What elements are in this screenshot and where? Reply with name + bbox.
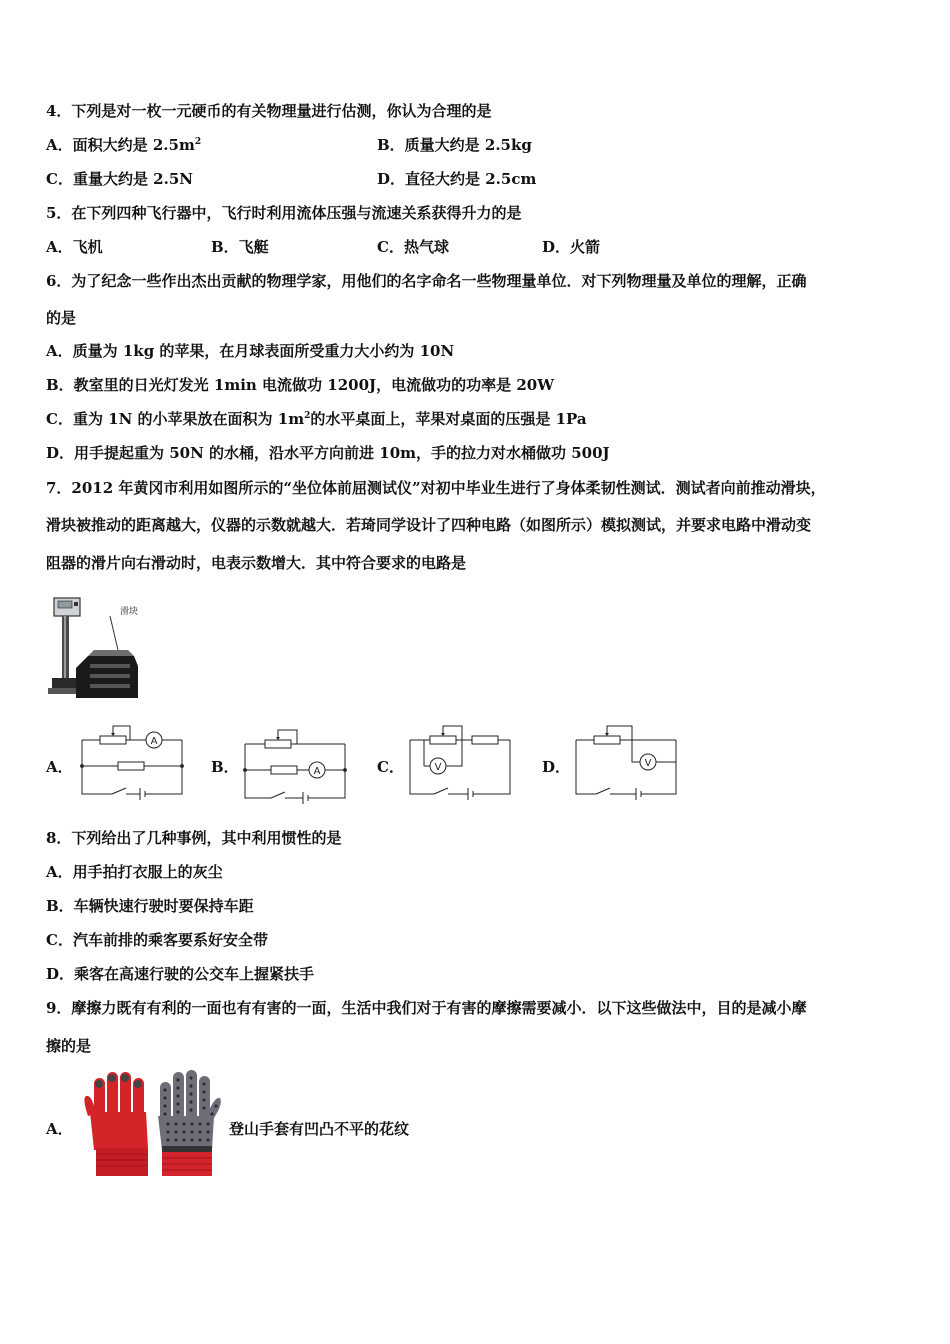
q6-option-a: A．质量为 1kg 的苹果，在月球表面所受重力大小约为 10N [46,342,455,360]
flexibility-tester-figure [48,594,144,702]
q8-option-d: D．乘客在高速行驶的公交车上握紧扶手 [46,965,315,983]
q5-option-b: B．飞艇 [211,238,269,256]
q5-stem: 5．在下列四种飞行器中，飞行时利用流体压强与流速关系获得升力的是 [46,204,522,222]
q6-option-d: D．用手提起重为 50N 的水桶，沿水平方向前进 10m，手的拉力对水桶做功 500J [46,444,610,462]
circuit-a [80,722,184,800]
circuit-c [408,722,512,800]
q9-stem-line1: 9．摩擦力既有有利的一面也有有害的一面，生活中我们对于有害的摩擦需要减小．以下这些做法中，目的是减小摩 [46,999,807,1017]
q8-option-c: C．汽车前排的乘客要系好安全带 [46,931,268,949]
q8-option-b: B．车辆快速行驶时要保持车距 [46,897,254,915]
q7-option-d-label: D． [542,758,571,776]
q5-option-d: D．火箭 [542,238,601,256]
q6-stem-line1: 6．为了纪念一些作出杰出贡献的物理学家，用他们的名字命名一些物理量单位．对下列物理量及单位的理解，正确 [46,272,807,290]
q4-option-d: D．直径大约是 2.5cm [377,170,537,188]
q7-option-a-label: A． [46,758,73,776]
q8-stem: 8．下列给出了几种事例，其中利用惯性的是 [46,829,342,847]
q7-stem-line1: 7．2012 年黄冈市利用如图所示的“坐位体前屈测试仪”对初中毕业生进行了身体柔韧性测试．测试者向前推动滑块， [46,479,826,497]
q6-stem-line2: 的是 [46,309,77,327]
q4-option-c: C．重量大约是 2.5N [46,170,193,188]
q9-stem-line2: 擦的是 [46,1037,92,1055]
ammeter-a: A [150,736,158,747]
q4-option-a: A．面积大约是 $2.5m^2$ [46,136,202,154]
voltmeter-d: V [644,758,652,769]
q6-option-b: B．教室里的日光灯发光 1min 电流做功 1200J，电流做功的功率是 20W [46,376,555,394]
red-glove [84,1072,148,1176]
ammeter-b: A [313,766,321,777]
q4-option-b: B．质量大约是 2.5kg [377,136,532,154]
slider-label: 滑块 [120,607,139,617]
climbing-gloves-figure [78,1068,228,1180]
dotted-glove [158,1070,221,1176]
circuit-b [243,726,347,804]
q9-option-a-label: A． [46,1120,73,1138]
q7-stem-line3: 阻器的滑片向右滑动时，电表示数增大．其中符合要求的电路是 [46,554,467,572]
q7-option-b-label: B． [211,758,239,776]
q9-option-a-text: 登山手套有凹凸不平的花纹 [229,1120,410,1138]
q4-stem: 4．下列是对一枚一元硬币的有关物理量进行估测，你认为合理的是 [46,102,492,120]
voltmeter-c: V [434,762,442,773]
q6-option-c: C．重为 1N 的小苹果放在面积为 $1m^2$的水平桌面上，苹果对桌面的压强是 1Pa [46,410,587,428]
q5-option-a: A．飞机 [46,238,103,256]
circuit-d [574,722,678,800]
q8-option-a: A．用手拍打衣服上的灰尘 [46,863,223,881]
q7-option-c-label: C． [377,758,404,776]
q7-stem-line2: 滑块被推动的距离越大，仪器的示数就越大．若琦同学设计了四种电路（如图所示）模拟测试，并要求电路中滑动变 [46,516,812,534]
q5-option-c: C．热气球 [377,238,449,256]
